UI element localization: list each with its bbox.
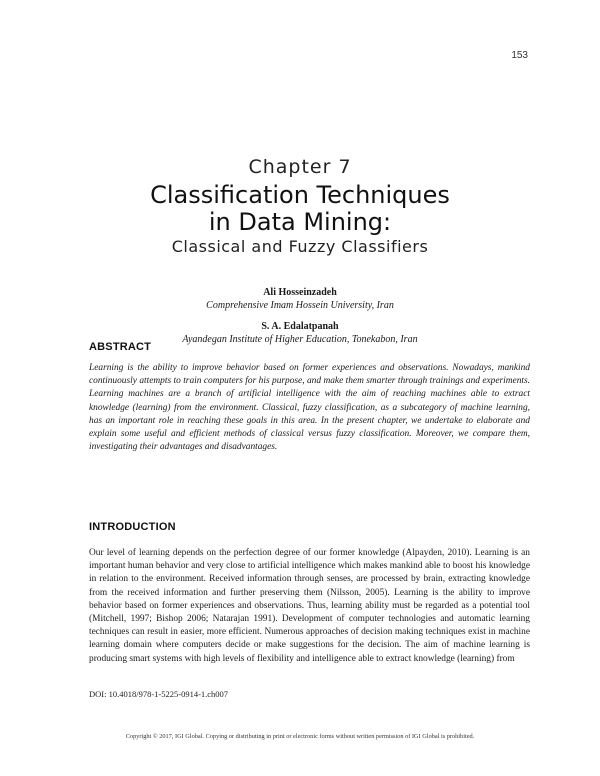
author-affiliation: Ayandegan Institute of Higher Education, Tonekabon, Iran bbox=[182, 334, 418, 345]
abstract-text: Learning is the ability to improve behavior based on former experiences and observations. Nowadays, mankind continuously attempts to train computers for his purpose, and make them smarter through trainings and experiments. Learning machines are a branch of artificial intelligence with the aim of reaching machines able to extract knowledge (learning) from the environment. Classical, fuzzy classification, as a subcategory of machine learning, has an important role in reaching these goals in this area. In the present chapter, we undertake to elaborate and explain some useful and efficient methods of classical versus fuzzy classification. Moreover, we compare them, investigating their advantages and disadvantages. bbox=[89, 363, 530, 453]
chapter-title-line-1: Classification Techniques bbox=[150, 181, 450, 209]
chapter-title-line-2: in Data Mining: bbox=[208, 208, 392, 236]
copyright-notice: Copyright © 2017, IGI Global. Copying or distributing in print or electronic forms without written permission of IGI Global is prohibited. bbox=[125, 733, 475, 740]
author-block bbox=[0, 287, 600, 312]
chapter-subtitle: Classical and Fuzzy Classifiers bbox=[171, 237, 429, 256]
doi: DOI: 10.4018/978-1-5225-0914-1.ch007 bbox=[89, 689, 229, 699]
author-name: Ali Hosseinzadeh bbox=[263, 287, 337, 298]
chapter-title bbox=[0, 182, 600, 236]
author-affiliation: Comprehensive Imam Hossein University, Iran bbox=[206, 300, 394, 311]
chapter-label: Chapter 7 bbox=[248, 156, 352, 178]
introduction-heading: INTRODUCTION bbox=[89, 521, 176, 533]
author-name: S. A. Edalatpanah bbox=[261, 321, 339, 332]
page-number: 153 bbox=[511, 50, 528, 61]
abstract-heading: ABSTRACT bbox=[89, 341, 152, 353]
introduction-text: Our level of learning depends on the perfection degree of our former knowledge (Alpayden, 2010). Learning is an important human behavior and very close to artificial intelligence which makes mankind able to boost his knowledge in relation to the environment. Received information through senses, are processed by brain, extracting knowledge from the received information and further preserving them (Nilsson, 2005). Learning is the ability to improve behavior based on former experiences and observations. Thus, learning ability must be regarded as a potential tool (Mitchell, 1997; Bishop 2006; Natarajan 1991). Development of computer technologies and automatic learning techniques can result in easier, more efficient. Numerous approaches of decision making techniques exist in machine learning domain where computers decide or make suggestions for the decision. The aim of machine learning is producing smart systems with high levels of flexibility and intelligence able to extract knowledge (learning) from bbox=[89, 548, 530, 664]
